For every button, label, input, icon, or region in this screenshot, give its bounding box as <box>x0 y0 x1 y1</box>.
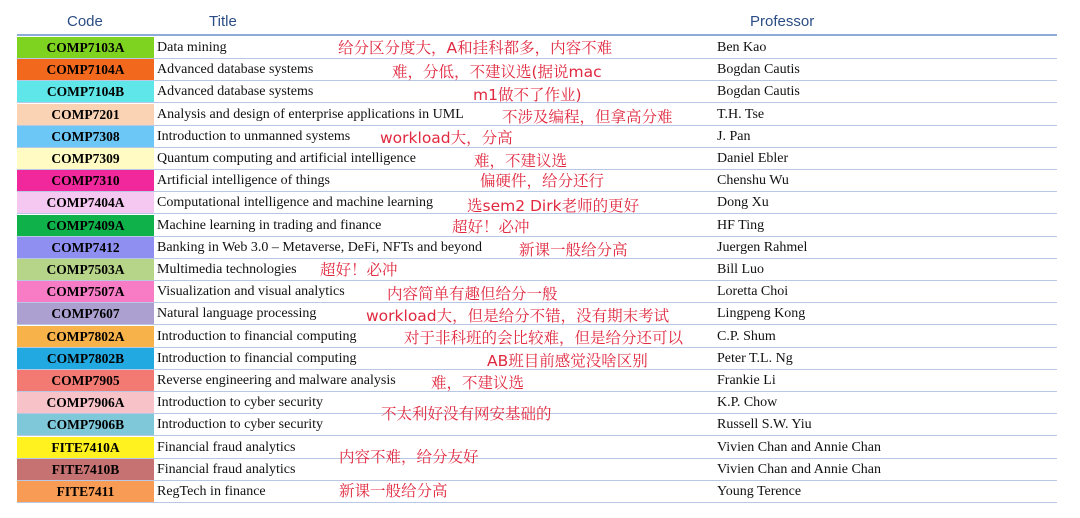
professor-cell: Young Terence <box>717 484 802 499</box>
course-code-cell: COMP7906B <box>17 414 154 435</box>
course-code-cell: COMP7607 <box>17 303 154 324</box>
professor-cell: Bogdan Cautis <box>717 84 800 100</box>
professor-cell: Frankie Li <box>717 373 776 388</box>
course-title-cell: Quantum computing and artificial intelligence <box>157 151 416 166</box>
professor-cell: HF Ting <box>717 217 765 233</box>
course-code-cell: FITE7410B <box>17 459 154 480</box>
annotation-note: 新课一般给分高 <box>339 482 448 500</box>
annotation-note: 偏硬件，给分还行 <box>480 172 605 190</box>
course-code-cell: COMP7201 <box>17 104 154 125</box>
professor-cell: Ben Kao <box>717 40 767 55</box>
course-title-cell: Advanced database systems <box>157 62 314 78</box>
table-row <box>17 459 1057 481</box>
course-code-cell: COMP7309 <box>17 148 154 169</box>
header-rule <box>17 34 1057 36</box>
course-code-cell: COMP7104A <box>17 59 154 80</box>
annotation-note: workload大，分高 <box>380 129 513 147</box>
annotation-note: 内容不难，给分友好 <box>339 448 479 466</box>
course-code-cell: COMP7412 <box>17 237 154 258</box>
code-header: Code <box>67 13 103 30</box>
table-row <box>17 215 1057 237</box>
course-title-cell: Machine learning in trading and finance <box>157 217 382 233</box>
annotation-note: 难，不建议选 <box>431 374 525 392</box>
course-title-cell: Financial fraud analytics <box>157 439 296 455</box>
course-code-cell: COMP7308 <box>17 126 154 147</box>
professor-cell: T.H. Tse <box>717 106 765 122</box>
course-title-cell: Introduction to financial computing <box>157 328 357 344</box>
annotation-note: 超好！必冲 <box>320 261 398 279</box>
professor-cell: Vivien Chan and Annie Chan <box>717 439 882 455</box>
annotation-note: 内容简单有趣但给分一般 <box>387 285 558 303</box>
annotation-note: 选sem2 Dirk老师的更好 <box>467 197 640 215</box>
professor-cell: J. Pan <box>717 128 751 144</box>
annotation-note: 不涉及编程，但拿高分难 <box>502 108 673 126</box>
course-title-cell: Computational intelligence and machine learning <box>157 195 434 211</box>
course-code-cell: COMP7802B <box>17 348 154 369</box>
professor-cell: K.P. Chow <box>717 395 778 411</box>
course-title-cell: Reverse engineering and malware analysis <box>157 373 396 388</box>
course-code-cell: FITE7411 <box>17 481 154 502</box>
table-row <box>17 370 1057 392</box>
table-row <box>17 259 1057 281</box>
professor-cell: Lingpeng Kong <box>717 306 806 322</box>
course-code-cell: COMP7802A <box>17 326 154 347</box>
professor-cell: Juergen Rahmel <box>717 239 808 255</box>
annotation-note: 新课一般给分高 <box>519 241 628 259</box>
course-title-cell: Introduction to cyber security <box>157 417 324 433</box>
professor-cell: Dong Xu <box>717 195 769 211</box>
course-code-cell: COMP7404A <box>17 192 154 213</box>
course-title-cell: Introduction to cyber security <box>157 395 324 411</box>
course-title-cell: Introduction to unmanned systems <box>157 128 351 144</box>
professor-header: Professor <box>750 13 815 30</box>
course-code-cell: COMP7409A <box>17 215 154 236</box>
course-title-cell: Visualization and visual analytics <box>157 284 345 300</box>
course-title-cell: Artificial intelligence of things <box>157 173 331 189</box>
professor-cell: Daniel Ebler <box>717 151 789 166</box>
table-row <box>17 481 1057 503</box>
professor-cell: Peter T.L. Ng <box>717 350 793 366</box>
title-header: Title <box>209 13 237 30</box>
course-title-cell: Analysis and design of enterprise applications in UML <box>157 106 464 122</box>
professor-cell: Bill Luo <box>717 262 765 277</box>
table-row <box>17 126 1057 148</box>
course-title-cell: RegTech in finance <box>157 484 266 499</box>
annotation-note: 给分区分度大，A和挂科都多，内容不难 <box>338 39 613 57</box>
professor-cell: Russell S.W. Yiu <box>717 417 812 433</box>
annotation-note: m1做不了作业) <box>473 86 582 104</box>
course-code-cell: COMP7310 <box>17 170 154 191</box>
professor-cell: Bogdan Cautis <box>717 62 800 78</box>
course-title-cell: Natural language processing <box>157 306 317 322</box>
professor-cell: Vivien Chan and Annie Chan <box>717 461 882 477</box>
annotation-note: AB班目前感觉没啥区别 <box>487 352 648 370</box>
course-code-cell: COMP7906A <box>17 392 154 413</box>
annotation-note: 难，不建议选 <box>474 152 568 170</box>
course-title-cell: Financial fraud analytics <box>157 461 296 477</box>
annotation-note: 难，分低，不建议选(据说mac <box>392 63 602 81</box>
annotation-note: 不太利好没有网安基础的 <box>381 405 552 423</box>
annotation-note: workload大，但是给分不错，没有期末考试 <box>366 307 670 325</box>
annotation-note: 对于非科班的会比较难，但是给分还可以 <box>404 329 684 347</box>
course-code-cell: FITE7410A <box>17 437 154 458</box>
course-code-cell: COMP7905 <box>17 370 154 391</box>
course-code-cell: COMP7104B <box>17 81 154 102</box>
professor-cell: C.P. Shum <box>717 328 776 344</box>
course-code-cell: COMP7503A <box>17 259 154 280</box>
course-title-cell: Multimedia technologies <box>157 262 297 277</box>
course-title-cell: Banking in Web 3.0 – Metaverse, DeFi, NFTs and beyond <box>157 239 483 255</box>
professor-cell: Chenshu Wu <box>717 173 789 189</box>
course-code-cell: COMP7103A <box>17 37 154 58</box>
table-row <box>17 437 1057 459</box>
professor-cell: Loretta Choi <box>717 284 789 300</box>
course-title-cell: Advanced database systems <box>157 84 314 100</box>
course-title-cell: Data mining <box>157 40 227 55</box>
course-title-cell: Introduction to financial computing <box>157 350 357 366</box>
course-code-cell: COMP7507A <box>17 281 154 302</box>
annotation-note: 超好！必冲 <box>452 218 530 236</box>
